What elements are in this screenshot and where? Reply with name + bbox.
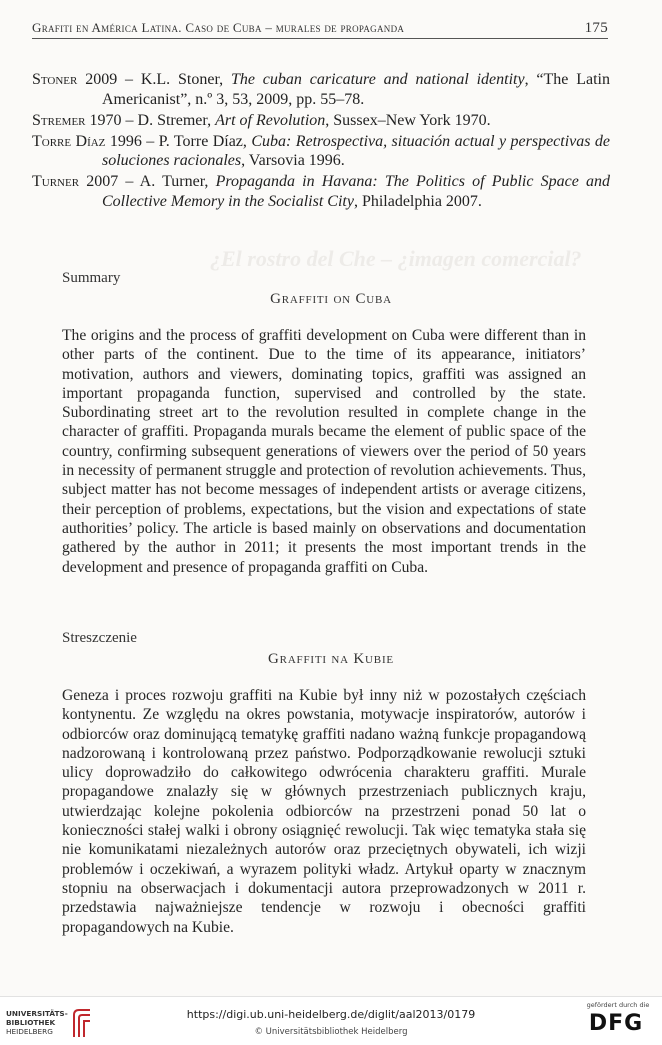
running-header bbox=[32, 20, 608, 37]
summary-label: Summary bbox=[62, 270, 121, 286]
summary-title: Graffiti on Cuba bbox=[270, 291, 392, 307]
funded-by-label: gefördert durch die bbox=[586, 1001, 650, 1009]
library-name: UNIVERSITÄTS- BIBLIOTHEK HEIDELBERG bbox=[6, 1009, 68, 1036]
bibliography-list bbox=[32, 70, 610, 213]
bibliography-entry: Turner 2007 – A. Turner, Propaganda in Havana: The Politics of Public Space and Collective Memory in the Socialist City, Philadelphia 2007. bbox=[32, 173, 610, 210]
streszczenie-title: Graffiti na Kubie bbox=[268, 651, 394, 667]
streszczenie-label: Streszczenie bbox=[62, 630, 137, 646]
bibliography-entry: Stoner 2009 – K.L. Stoner, The cuban caricature and national identity, “The Latin Americanist”, n.º 3, 53, 2009, pp. 55–78. bbox=[32, 71, 611, 108]
copyright-notice: © Universitätsbibliothek Heidelberg bbox=[254, 1027, 408, 1037]
bleed-through-text: ¿El rostro del Che – ¿imagen comercial? bbox=[210, 246, 582, 271]
footer-bar bbox=[0, 996, 662, 1045]
bibliography-entry: Stremer 1970 – D. Stremer, Art of Revolution, Sussex–New York 1970. bbox=[32, 111, 491, 129]
running-title: Grafiti en América Latina. Caso de Cuba – murales de propaganda bbox=[32, 20, 405, 35]
page-number: 175 bbox=[584, 20, 608, 36]
summary-text: The origins and the process of graffiti development on Cuba were different than in other parts of the continent. Due to the time of its appearance, initiators’ motivation, authors and viewers, dominating topics, graffiti was assigned an important propaganda function, supervised and controlled by the state. Subordinating street art to the revolution resulted in complete change in the character of graffiti. Propaganda murals became the element of public space of the country, confirming subsequent generations of viewers over the period of 50 years in necessity of permanent struggle and protection of revolution achievements. Thus, subject matter has not become messages of independent artists or average citizens, their perception of problems, expectations, but the vision and expectations of state authorities’ policy. The article is based mainly on observations and documentation gathered by the author in 2011; it presents the most important trends in the development and presence of propaganda graffiti on Cuba. bbox=[62, 327, 586, 576]
header-rule bbox=[32, 38, 608, 39]
dfg-logo[interactable]: DFG bbox=[588, 1011, 644, 1036]
streszczenie-text: Geneza i proces rozwoju graffiti na Kubie był inny niż w pozostałych częściach kontynentu. Ze względu na okres powstania, motywacje inspiratorów, autorów i odbiorców oraz dominującą tematykę graffiti nadano ważną funkcje propagandową nadzorowaną i kontrolowaną przez państwo. Podporządkowanie rewolucji sztuki ulicy doprowadziło do całkowitego odwrócenia charakteru graffiti. Murale propagandowe znalazły się w głównych przestrzeniach publicznych kraju, utwierdzając kolejne pokolenia odbiorców na przestrzeni ponad 50 lat o konieczności stałej walki i obrony osiągnięć rewolucji. Tak więc tematyka stała się nie komunikatami niezależnych autorów oraz przeciętnych obywateli, ich wizji problemów i oczekiwań, a wyrazem polityki władz. Artykuł oparty w znacznym stopniu na obserwacjach i dokumentacji autora przeprowadzonych w 2011 r. przedstawia najważniejsze tendencje w rozwoju i obecności graffiti propagandowych na Kubie. bbox=[62, 687, 586, 936]
permalink-url[interactable]: https://digi.ub.uni-heidelberg.de/diglit/aal2013/0179 bbox=[186, 1008, 476, 1021]
bibliography-entry: Torre Díaz 1996 – P. Torre Díaz, Cuba: Retrospectiva, situación actual y perspectivas de soluciones racionales, Varsovia 1996. bbox=[32, 132, 610, 169]
